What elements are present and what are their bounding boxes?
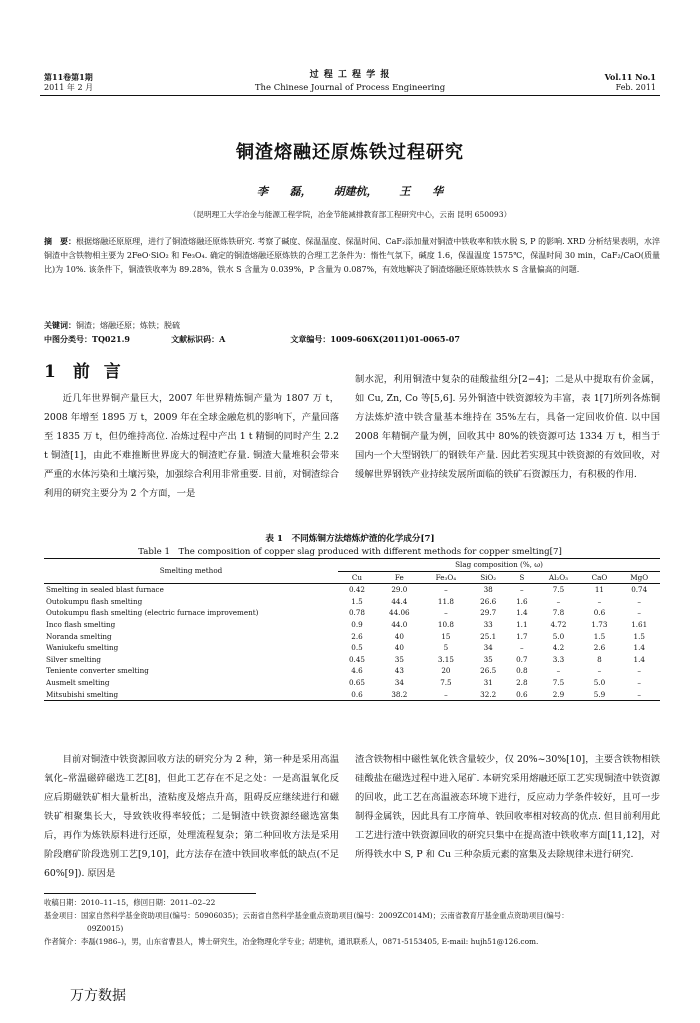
value-cell: 1.5 [633, 631, 645, 641]
column-header: Cu [338, 571, 376, 584]
footnote-rule [44, 893, 256, 894]
column-header: S [507, 571, 536, 584]
method-cell: Waniukefu smelting [46, 643, 119, 653]
value-cell: 0.74 [631, 585, 648, 595]
keywords-line [44, 318, 660, 333]
value-cell: 0.42 [348, 585, 365, 595]
method-cell: Smelting in sealed blast furnace [46, 585, 164, 595]
value-cell: 29.7 [480, 608, 497, 618]
doccode-label: 文献标识码： [171, 334, 220, 344]
author: 李 磊， [256, 185, 312, 198]
value-cell: 38 [483, 585, 493, 595]
table-row [44, 596, 660, 608]
author-bio: 作者简介：李磊(1986–)，男，山东省曹县人，博士研究生，冶金物理化学专业；胡建杭，通讯联系人，0871-5153405, E-mail: hujh51@126.com. [44, 937, 539, 946]
table-row [44, 631, 660, 643]
value-cell: 1.5 [351, 596, 363, 606]
method-cell: Noranda smelting [46, 631, 112, 641]
keywords-label: 关键词： [44, 320, 76, 330]
journal-title-en: The Chinese Journal of Process Engineering [254, 83, 446, 93]
paragraph: 制水泥，利用铜渣中复杂的硅酸盐组分[2−4]；二是从中提取有价金属，如 Cu, Zn, Co 等[5,6]. 另外铜渣中铁资源较为丰富，表 1[7]所列各炼铜方法炼炉渣中铁含量基本维持在 35%左右，具备一定回收价值. 以中国 2008 年精铜产量为例，回收其中 80%的铁资源可达 1334 万 t，相当于国内一个大型钢铁厂的钢铁年产量. 因此若实现其中铁资源的有效回收，对缓解世界钢铁产业持续发展所面临的铁矿石资源压力，有积极的作用. [355, 374, 660, 480]
paper-title: 铜渣熔融还原炼铁过程研究 [236, 142, 464, 163]
slag-composition-table [44, 558, 660, 701]
value-cell: 1.7 [516, 631, 528, 641]
value-cell: 32.2 [469, 689, 507, 701]
value-cell: – [423, 689, 470, 701]
section-heading: 1 前 言 [44, 362, 121, 382]
journal-title-cn: 过 程 工 程 学 报 [309, 70, 391, 80]
value-cell: – [444, 608, 448, 618]
table-row [44, 689, 660, 701]
value-cell: – [597, 596, 602, 606]
method-cell: Outokumpu flash smelting [46, 596, 143, 606]
articleno-value: 1009-606X(2011)01-0065-07 [330, 334, 460, 344]
value-cell: 0.65 [348, 677, 365, 687]
method-cell: Outokumpu flash smelting (electric furnace improvement) [46, 608, 259, 618]
affiliation: （昆明理工大学冶金与能源工程学院，冶金节能减排教育部工程研究中心，云南 昆明 650093） [188, 210, 512, 219]
value-cell: 7.5 [440, 677, 452, 687]
value-cell: – [637, 608, 642, 618]
articleno-label: 文章编号： [290, 334, 331, 344]
abstract [44, 234, 660, 277]
value-cell: 40 [394, 631, 404, 641]
value-cell: 7.5 [552, 585, 565, 595]
value-cell: 44.0 [391, 619, 408, 629]
left-column-1 [44, 389, 339, 503]
value-cell: 40 [394, 643, 404, 653]
value-cell: – [637, 666, 642, 676]
watermark: 万方数据 [70, 988, 126, 1004]
table-row [44, 665, 660, 677]
value-cell: – [637, 596, 642, 606]
value-cell: 2.6 [593, 643, 606, 653]
volume-en: Vol.11 No.1 [604, 72, 656, 82]
value-cell: – [444, 585, 448, 595]
value-cell: 29.0 [391, 585, 408, 595]
right-column-2 [355, 750, 660, 864]
value-cell: 8 [597, 654, 602, 664]
value-cell: 5.9 [580, 689, 618, 701]
value-cell: 0.45 [348, 654, 365, 664]
value-cell: 4.6 [351, 666, 363, 676]
method-cell: Teniente converter smelting [46, 666, 149, 676]
value-cell: 2.9 [536, 689, 580, 701]
value-cell: 0.78 [348, 608, 365, 618]
value-cell: 44.06 [389, 608, 410, 618]
table-row [44, 607, 660, 619]
value-cell: – [556, 596, 561, 606]
value-cell: 31 [483, 677, 493, 687]
fund-info: 基金项目：国家自然科学基金资助项目(编号：50906035)；云南省自然科学基金重点资助项目(编号：2009ZC014M)；云南省教育厅基金重点资助项目(编号： [44, 911, 569, 920]
value-cell: 38.2 [376, 689, 423, 701]
composition-header: Slag composition (%, ω) [338, 559, 660, 572]
value-cell: 35 [483, 654, 493, 664]
value-cell: 0.6 [338, 689, 376, 701]
date-cn: 2011 年 2 月 [44, 83, 94, 92]
method-cell: Inco flash smelting [46, 619, 116, 629]
value-cell: 10.8 [437, 619, 454, 629]
value-cell: 26.6 [480, 596, 497, 606]
value-cell: 5.0 [552, 631, 565, 641]
value-cell: 1.4 [516, 608, 528, 618]
value-cell: 5.0 [593, 677, 606, 687]
value-cell: – [556, 666, 561, 676]
value-cell: 1.73 [591, 619, 608, 629]
value-cell: 26.5 [480, 666, 497, 676]
value-cell: – [597, 666, 602, 676]
value-cell: 1.4 [633, 643, 645, 653]
value-cell: 7.8 [552, 608, 565, 618]
table-row [44, 654, 660, 666]
value-cell: 34 [394, 677, 404, 687]
author-list [0, 183, 700, 199]
value-cell: 3.15 [437, 654, 454, 664]
value-cell: – [520, 643, 524, 653]
value-cell: 1.5 [593, 631, 606, 641]
value-cell: 0.5 [351, 643, 363, 653]
value-cell: 2.6 [351, 631, 363, 641]
date-en: Feb. 2011 [615, 83, 656, 92]
table-caption-en: Table 1 The composition of copper slag produced with different methods for copper smelting[7] [138, 547, 562, 557]
column-header: Al₂O₃ [536, 571, 580, 584]
value-cell: 1.6 [516, 596, 528, 606]
method-cell: Silver smelting [46, 654, 102, 664]
value-cell: 0.6 [593, 608, 606, 618]
value-cell: 34 [483, 643, 493, 653]
author: 王 华 [399, 185, 444, 198]
left-column-2 [44, 750, 339, 883]
value-cell: 4.72 [550, 619, 567, 629]
method-cell: Mitsubishi smelting [44, 689, 338, 701]
value-cell: 33 [483, 619, 493, 629]
column-header: MgO [618, 571, 660, 584]
method-header: Smelting method [44, 559, 338, 584]
right-column-1 [355, 370, 660, 484]
clc-label: 中图分类号： [44, 334, 92, 344]
value-cell: 20 [441, 666, 451, 676]
abstract-label: 摘 要： [44, 236, 77, 246]
table-row [44, 677, 660, 689]
value-cell: 4.2 [552, 643, 565, 653]
volume-cn: 第11卷第1期 [44, 72, 93, 82]
table-row [44, 619, 660, 631]
paragraph: 渣含铁物相中磁性氧化铁含量较少，仅 20%~30%[10]，主要含铁物相铁硅酸盐在磁选过程中进入尾矿. 本研究采用熔融还原工艺实现铜渣中铁资源的回收，此工艺在高温液态环境下进行，反应动力学条件较好，且可一步制得金属铁，因此具有工序简单、铁回收率相对较高的优点. 但目前利用此工艺进行渣中铁资源回收的研究只集中在提高渣中铁收率方面[11,12]，对所得铁水中 S, P 和 Cu 三种杂质元素的富集及去除规律未进行研究. [355, 754, 660, 860]
fund-info-cont: 09Z0015) [87, 924, 124, 933]
value-cell: 0.9 [351, 619, 363, 629]
value-cell: 1.61 [631, 619, 648, 629]
classification-line [44, 332, 660, 347]
value-cell: 11 [594, 585, 605, 595]
column-header: Fe₃O₄ [423, 571, 470, 584]
doccode-value: A [219, 334, 226, 344]
paragraph: 目前对铜渣中铁资源回收方法的研究分为 2 种，第一种是采用高温氧化–常温磁碎磁选工艺[8]，但此工艺存在不足之处：一是高温氧化反应后期磁铁矿相大量析出，渣粘度及熔点升高，阻碍反应继续进行和磁铁矿相聚集长大，导致铁收得率较低；二是铜渣中铁资源经磁选富集后，再作为炼铁原料进行还原，处理流程复杂；第二种回收方法是采用阶段磨矿阶段选别工艺[9,10]，此方法存在渣中铁回收率低的缺点(不足 60%[9]). 原因是 [44, 754, 339, 879]
value-cell: 2.8 [516, 677, 528, 687]
header-rule [40, 95, 660, 96]
value-cell: 1.4 [633, 654, 645, 664]
value-cell: – [618, 689, 660, 701]
author: 胡建杭， [333, 185, 378, 198]
table-body [44, 584, 660, 701]
value-cell: 0.7 [516, 654, 528, 664]
value-cell: 5 [443, 643, 449, 653]
paragraph: 近几年世界铜产量巨大，2007 年世界精炼铜产量为 1807 万 t，2008 年增至 1895 万 t，2009 年在全球金融危机的影响下，产量回落至 1835 万 t，但仍维持高位. 冶炼过程中产出 1 t 精铜的同时产生 2.2 t 铜渣[1]，由此不难推断世界庞大的铜渣贮存量. 铜渣大量堆积会带来严重的水体污染和土壤污染，加强综合利用非常重要. 目前，对铜渣综合利用的研究主要分为 2 个方面，一是 [44, 393, 339, 499]
value-cell: 1.1 [516, 619, 528, 629]
keywords: 铜渣；熔融还原；炼铁；脱硫 [76, 321, 180, 330]
column-header: CaO [580, 571, 618, 584]
value-cell: 35 [394, 654, 404, 664]
value-cell: 0.6 [507, 689, 536, 701]
clc-value: TQ021.9 [92, 334, 130, 344]
column-header: SiO₂ [469, 571, 507, 584]
value-cell: – [520, 585, 524, 595]
table-caption-cn: 表 1 不同炼铜方法熔炼炉渣的化学成分[7] [265, 534, 435, 544]
received-dates: 收稿日期：2010–11–15，修回日期：2011–02–22 [44, 898, 216, 907]
value-cell: 44.4 [391, 596, 408, 606]
method-cell: Ausmelt smelting [46, 677, 110, 687]
value-cell: 25.1 [480, 631, 497, 641]
value-cell: 7.5 [552, 677, 565, 687]
value-cell: 15 [441, 631, 451, 641]
value-cell: 3.3 [552, 654, 565, 664]
value-cell: – [637, 677, 642, 687]
table-row [44, 642, 660, 654]
column-header: Fe [376, 571, 423, 584]
table-row [44, 584, 660, 596]
value-cell: 11.8 [437, 596, 454, 606]
value-cell: 43 [394, 666, 404, 676]
value-cell: 0.8 [516, 666, 528, 676]
abstract-text: 根据熔融还原原理，进行了铜渣熔融还原炼铁研究. 考察了碱度、保温温度、保温时间、CaF₂添加量对铜渣中铁收率和铁水脱 S, P 的影响. XRD 分析结果表明，水淬铜渣中含铁物相主要为 2FeO·SiO₂ 和 Fe₃O₄. 确定的铜渣熔融还原炼铁的合理工艺条件为：惰性气氛下，碱度 1.6，保温温度 1575℃，保温时间 30 min，CaF₂/CaO(质量比)为 10%. 该条件下，铜渣铁收率为 89.28%，铁水 S 含量为 0.039%，P 含量为 0.087%，有效地解决了铜渣熔融还原炼铁铁水 S 含量偏高的问题. [44, 237, 660, 274]
